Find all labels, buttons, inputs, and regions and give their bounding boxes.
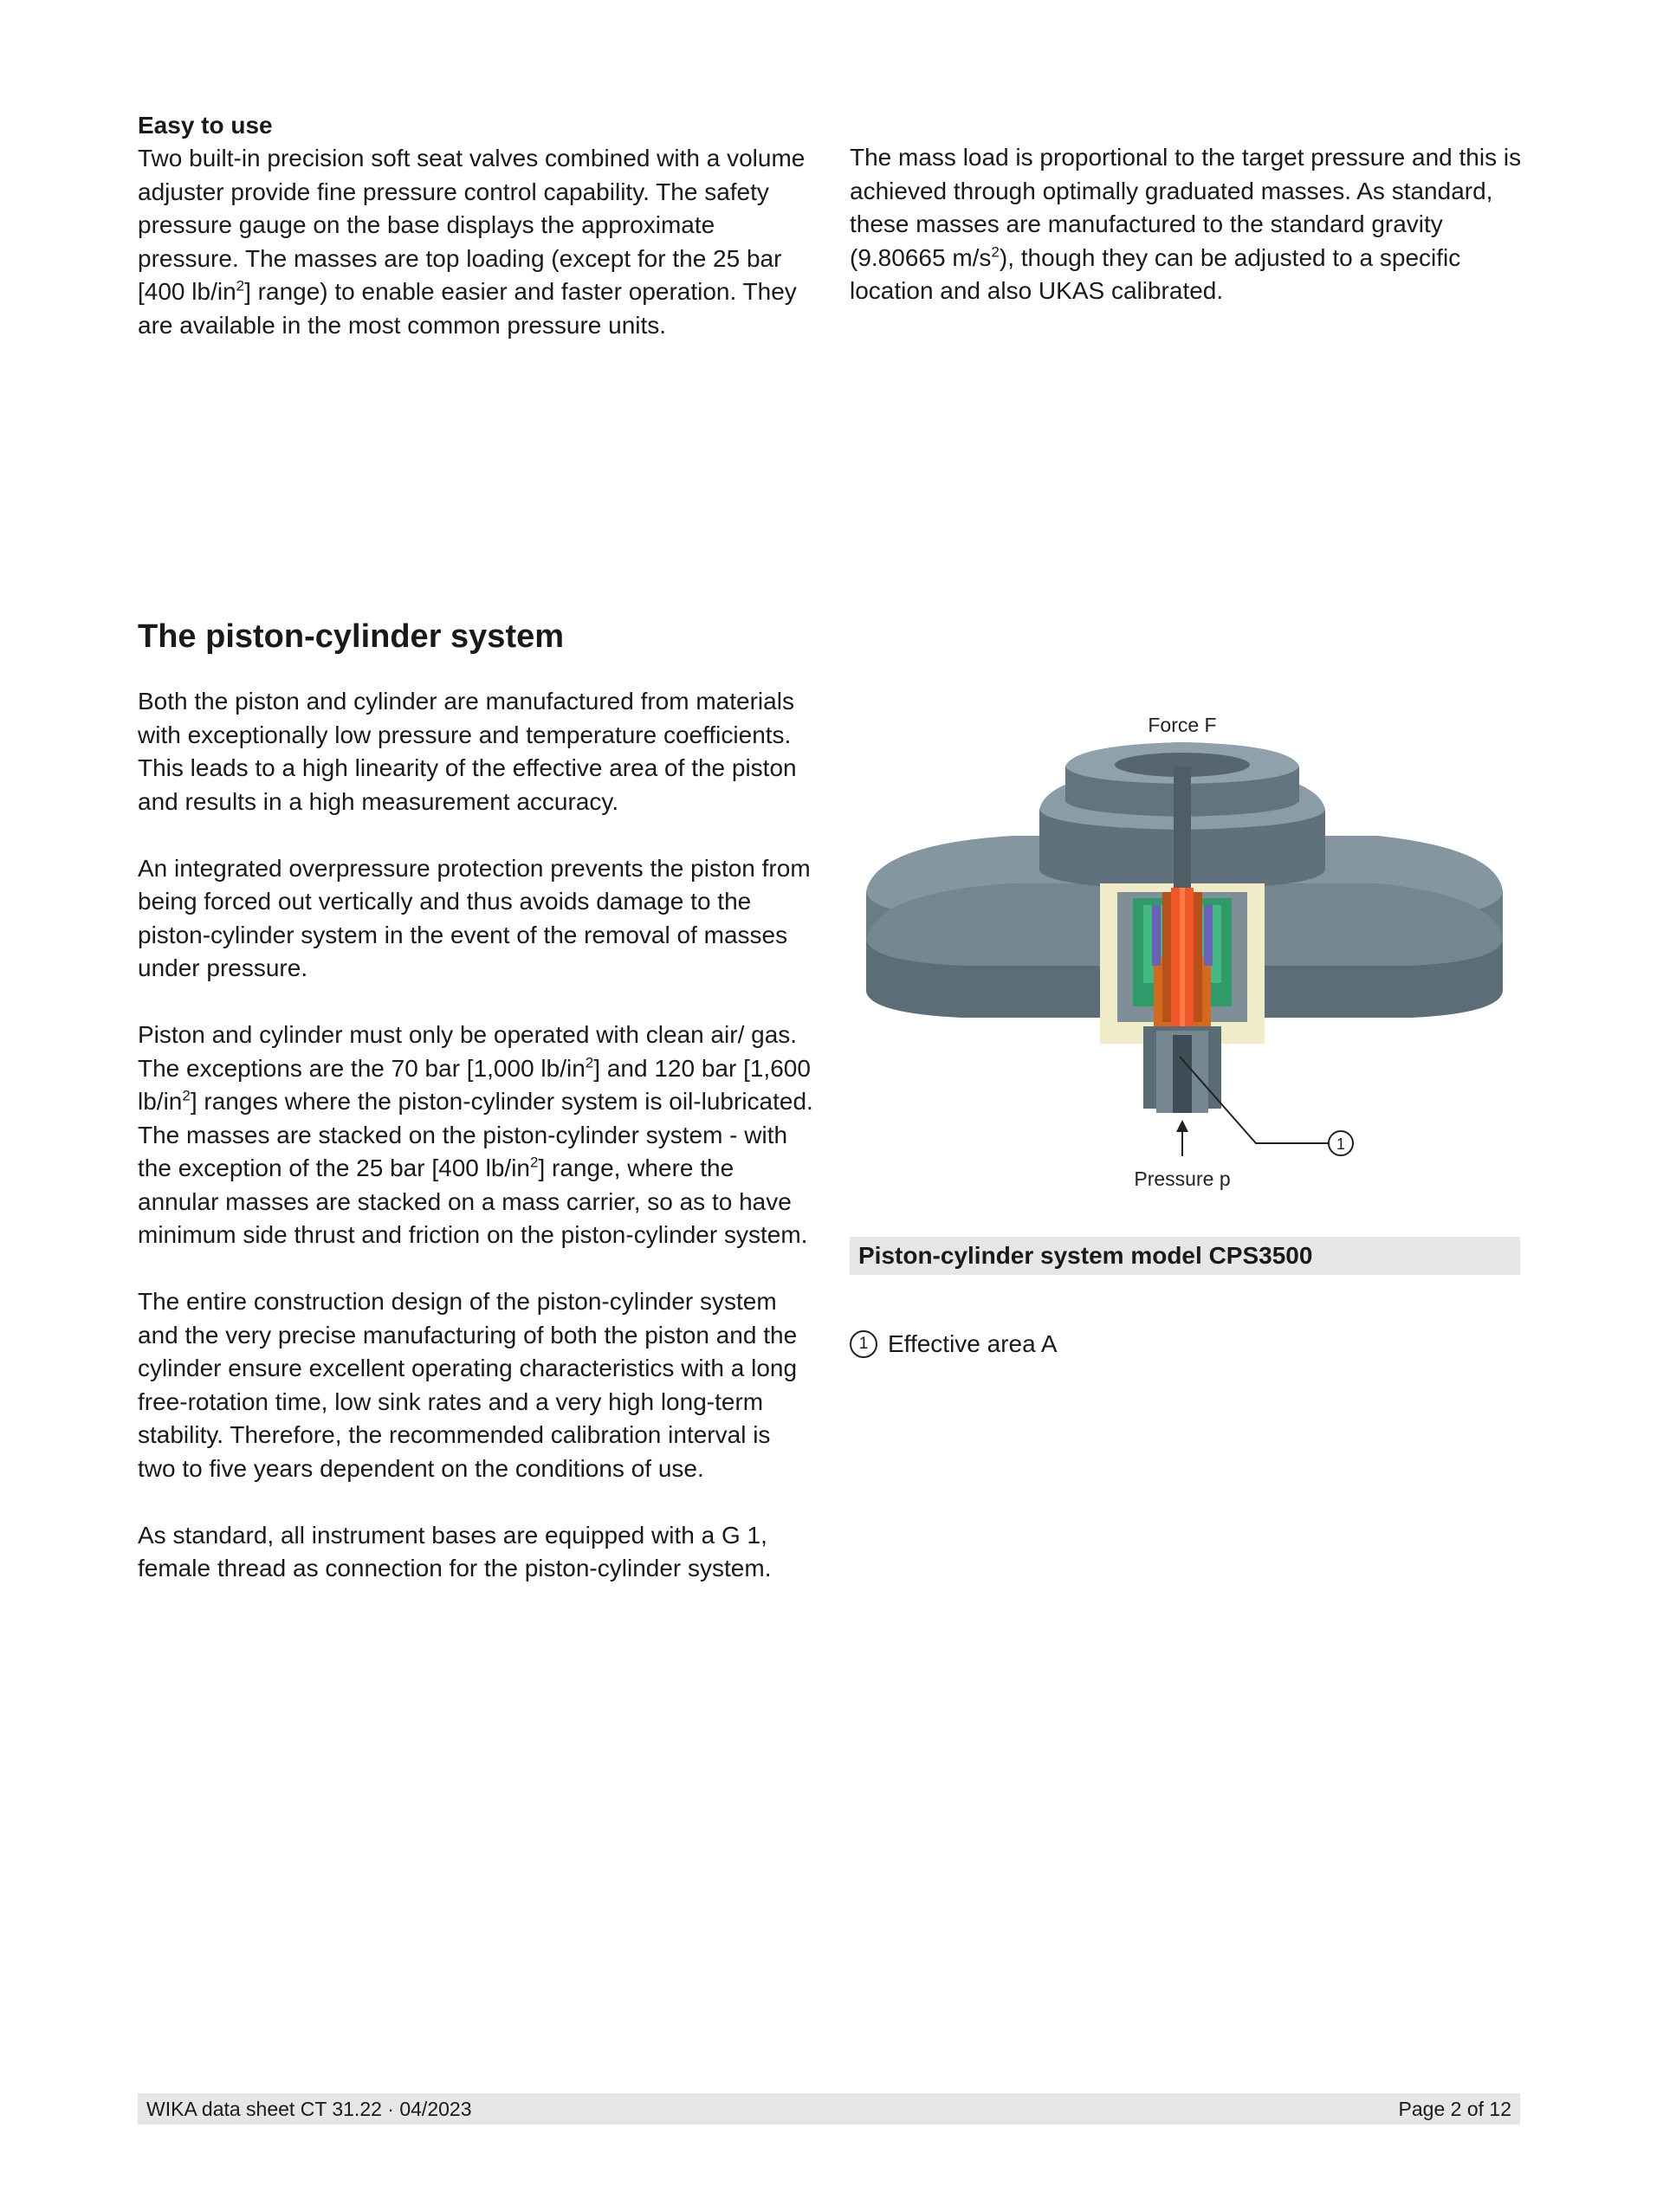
pressure-label: Pressure p — [1134, 1167, 1231, 1190]
force-label: Force F — [1148, 714, 1217, 736]
section-title: The piston-cylinder system — [138, 618, 565, 655]
intro-right-paragraph: The mass load is proportional to the target pressure and this is achieved through optimally graduated masses. As standard, these masses are manufactured to the standard gravity (9.80665 $m/s^2$), though they can be adjusted to a specific location and also UKAS calibrated. — [850, 144, 1522, 304]
footer-page-number: Page 2 of 12 — [1398, 2098, 1511, 2120]
pressure-arrow-icon — [1176, 1120, 1188, 1132]
intro-left-column — [138, 109, 813, 342]
superscript: 2 — [530, 1154, 539, 1171]
intro-heading: Easy to use — [138, 112, 273, 139]
superscript: 2 — [236, 277, 245, 294]
piston-cylinder-figure — [857, 706, 1516, 1208]
section-paragraph: Both the piston and cylinder are manufactured from materials with exceptionally low pressure and temperature coefficients. This leads to a high linearity of the effective area of the piston and results in a high measurement accuracy. — [138, 688, 797, 815]
page-footer — [138, 2093, 1520, 2125]
legend-text: Effective area A — [888, 1330, 1058, 1357]
intro-right-column — [850, 141, 1525, 308]
section-paragraph: An integrated overpressure protection prevents the piston from being forced out vertically and thus avoids damage to the piston-cylinder system in the event of the removal of masses under pressure. — [138, 854, 811, 981]
section-paragraph: Piston and cylinder must only be operated with clean air/ gas. The exceptions are the 70 bar [1,000 $lb/in^2$] and 120 bar [1,600 $lb/in^2$] ranges where the piston-cylinder system is oil-lubricated. The masses are stacked on the piston-cylinder system - with the exception of the 25 bar [400 $lb/in^2$] range, where the annular masses are stacked on a mass carrier, so as to have minimum side thrust and friction on the piston-cylinder system. — [138, 1021, 813, 1248]
section-body — [138, 685, 813, 1586]
section-paragraph: As standard, all instrument bases are equipped with a G 1, female thread as connection for the piston-cylinder system. — [138, 1521, 772, 1581]
superscript: 2 — [182, 1087, 191, 1104]
piston-cylinder-illustration — [857, 706, 1516, 1208]
footer-document-id: WIKA data sheet CT 31.22 · 04/2023 — [146, 2098, 472, 2120]
figure-caption: Piston-cylinder system model CPS3500 — [850, 1237, 1520, 1275]
legend-number: 1 — [850, 1330, 877, 1358]
section-paragraph: The entire construction design of the piston-cylinder system and the very precise manufacturing of both the piston and the cylinder ensure excellent operating characteristics with a long free-rotation time, low sink rates and a very high long-term stability. Therefore, the recommended calibration interval is two to five years dependent on the conditions of use. — [138, 1288, 798, 1482]
callout-number: 1 — [1336, 1135, 1346, 1153]
superscript: 2 — [991, 243, 1000, 261]
superscript: 2 — [585, 1054, 594, 1071]
intro-left-paragraph: Two built-in precision soft seat valves combined with a volume adjuster provide fine pressure control capability. The safety pressure gauge on the base displays the approximate pressure. The masses are top loading (except for the 25 bar [400 $lb/in^2$] range) to enable easier and faster operation. They are available in the most common pressure units. — [138, 145, 806, 339]
figure-legend — [850, 1330, 1058, 1358]
